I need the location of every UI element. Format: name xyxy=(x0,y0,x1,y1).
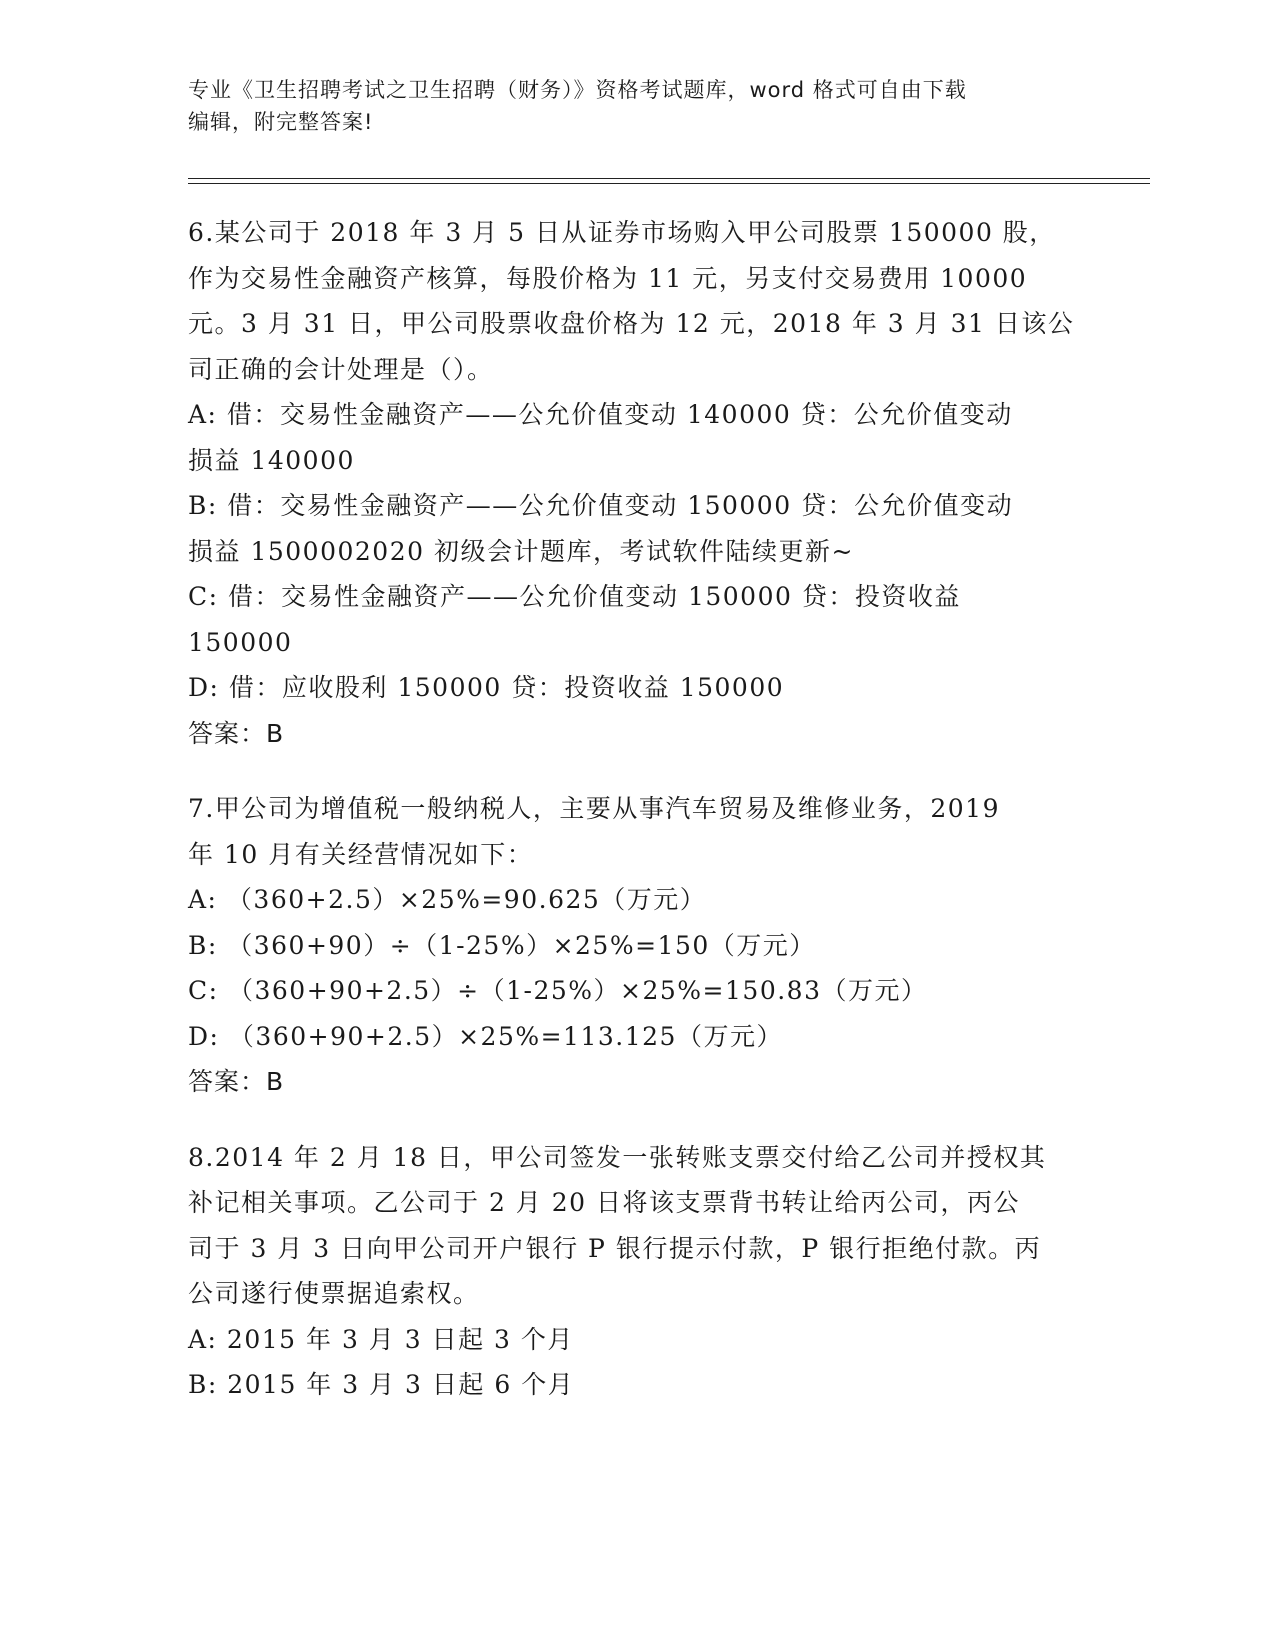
header-divider-bottom xyxy=(188,183,1150,184)
header-line-2: 编辑，附完整答案! xyxy=(188,110,374,134)
question-stem-line: 年 10 月有关经营情况如下： xyxy=(188,839,534,869)
option-line: B: （360+90）÷（1-25%）×25%=150（万元） xyxy=(188,930,816,960)
header-line-1: 专业《卫生招聘考试之卫生招聘（财务）》资格考试题库，word 格式可自由下载 xyxy=(188,78,967,102)
question-stem-line: 司正确的会计处理是（）。 xyxy=(188,354,494,384)
option-line: B: 借：交易性金融资产——公允价值变动 150000 贷：公允价值变动 xyxy=(188,491,1014,520)
question-6 xyxy=(188,210,1088,756)
question-8 xyxy=(188,1135,1088,1408)
option-line: B: 2015 年 3 月 3 日起 6 个月 xyxy=(188,1370,575,1399)
option-line: 损益 1500002020 初级会计题库，考试软件陆续更新~ xyxy=(188,536,854,566)
document-header xyxy=(188,74,1088,138)
question-stem-line: 补记相关事项。乙公司于 2 月 20 日将该支票背书转让给丙公司，丙公 xyxy=(188,1188,1021,1217)
option-line: 损益 140000 xyxy=(188,445,355,475)
option-line: 150000 xyxy=(188,627,293,657)
option-line: D: 借：应收股利 150000 贷：投资收益 150000 xyxy=(188,673,785,702)
answer-line: 答案：B xyxy=(188,718,285,748)
option-line: C: 借：交易性金融资产——公允价值变动 150000 贷：投资收益 xyxy=(188,582,961,611)
question-stem-line: 6.某公司于 2018 年 3 月 5 日从证券市场购入甲公司股票 150000 股， xyxy=(188,218,1056,247)
question-stem-line: 司于 3 月 3 日向甲公司开户银行 P 银行提示付款，P 银行拒绝付款。丙 xyxy=(188,1233,1042,1263)
question-stem-line: 8.2014 年 2 月 18 日，甲公司签发一张转账支票交付给乙公司并授权其 xyxy=(188,1142,1047,1172)
question-stem-line: 公司遂行使票据追索权。 xyxy=(188,1279,480,1308)
question-7 xyxy=(188,786,1088,1105)
option-line: D: （360+90+2.5）×25%=113.125（万元） xyxy=(188,1021,783,1051)
option-line: A: 借：交易性金融资产——公允价值变动 140000 贷：公允价值变动 xyxy=(188,400,1013,429)
answer-line: 答案：B xyxy=(188,1067,285,1096)
option-line: C: （360+90+2.5）÷（1-25%）×25%=150.83（万元） xyxy=(188,976,928,1005)
question-stem-line: 作为交易性金融资产核算，每股价格为 11 元，另支付交易费用 10000 xyxy=(188,263,1028,293)
option-line: A: 2015 年 3 月 3 日起 3 个月 xyxy=(188,1324,574,1354)
question-stem-line: 7.甲公司为增值税一般纳税人，主要从事汽车贸易及维修业务，2019 xyxy=(188,794,1000,823)
question-stem-line: 元。3 月 31 日，甲公司股票收盘价格为 12 元，2018 年 3 月 31 日该公 xyxy=(188,309,1075,338)
option-line: A: （360+2.5）×25%=90.625（万元） xyxy=(188,885,707,914)
question-list xyxy=(188,210,1088,1438)
header-divider-top xyxy=(188,178,1150,179)
